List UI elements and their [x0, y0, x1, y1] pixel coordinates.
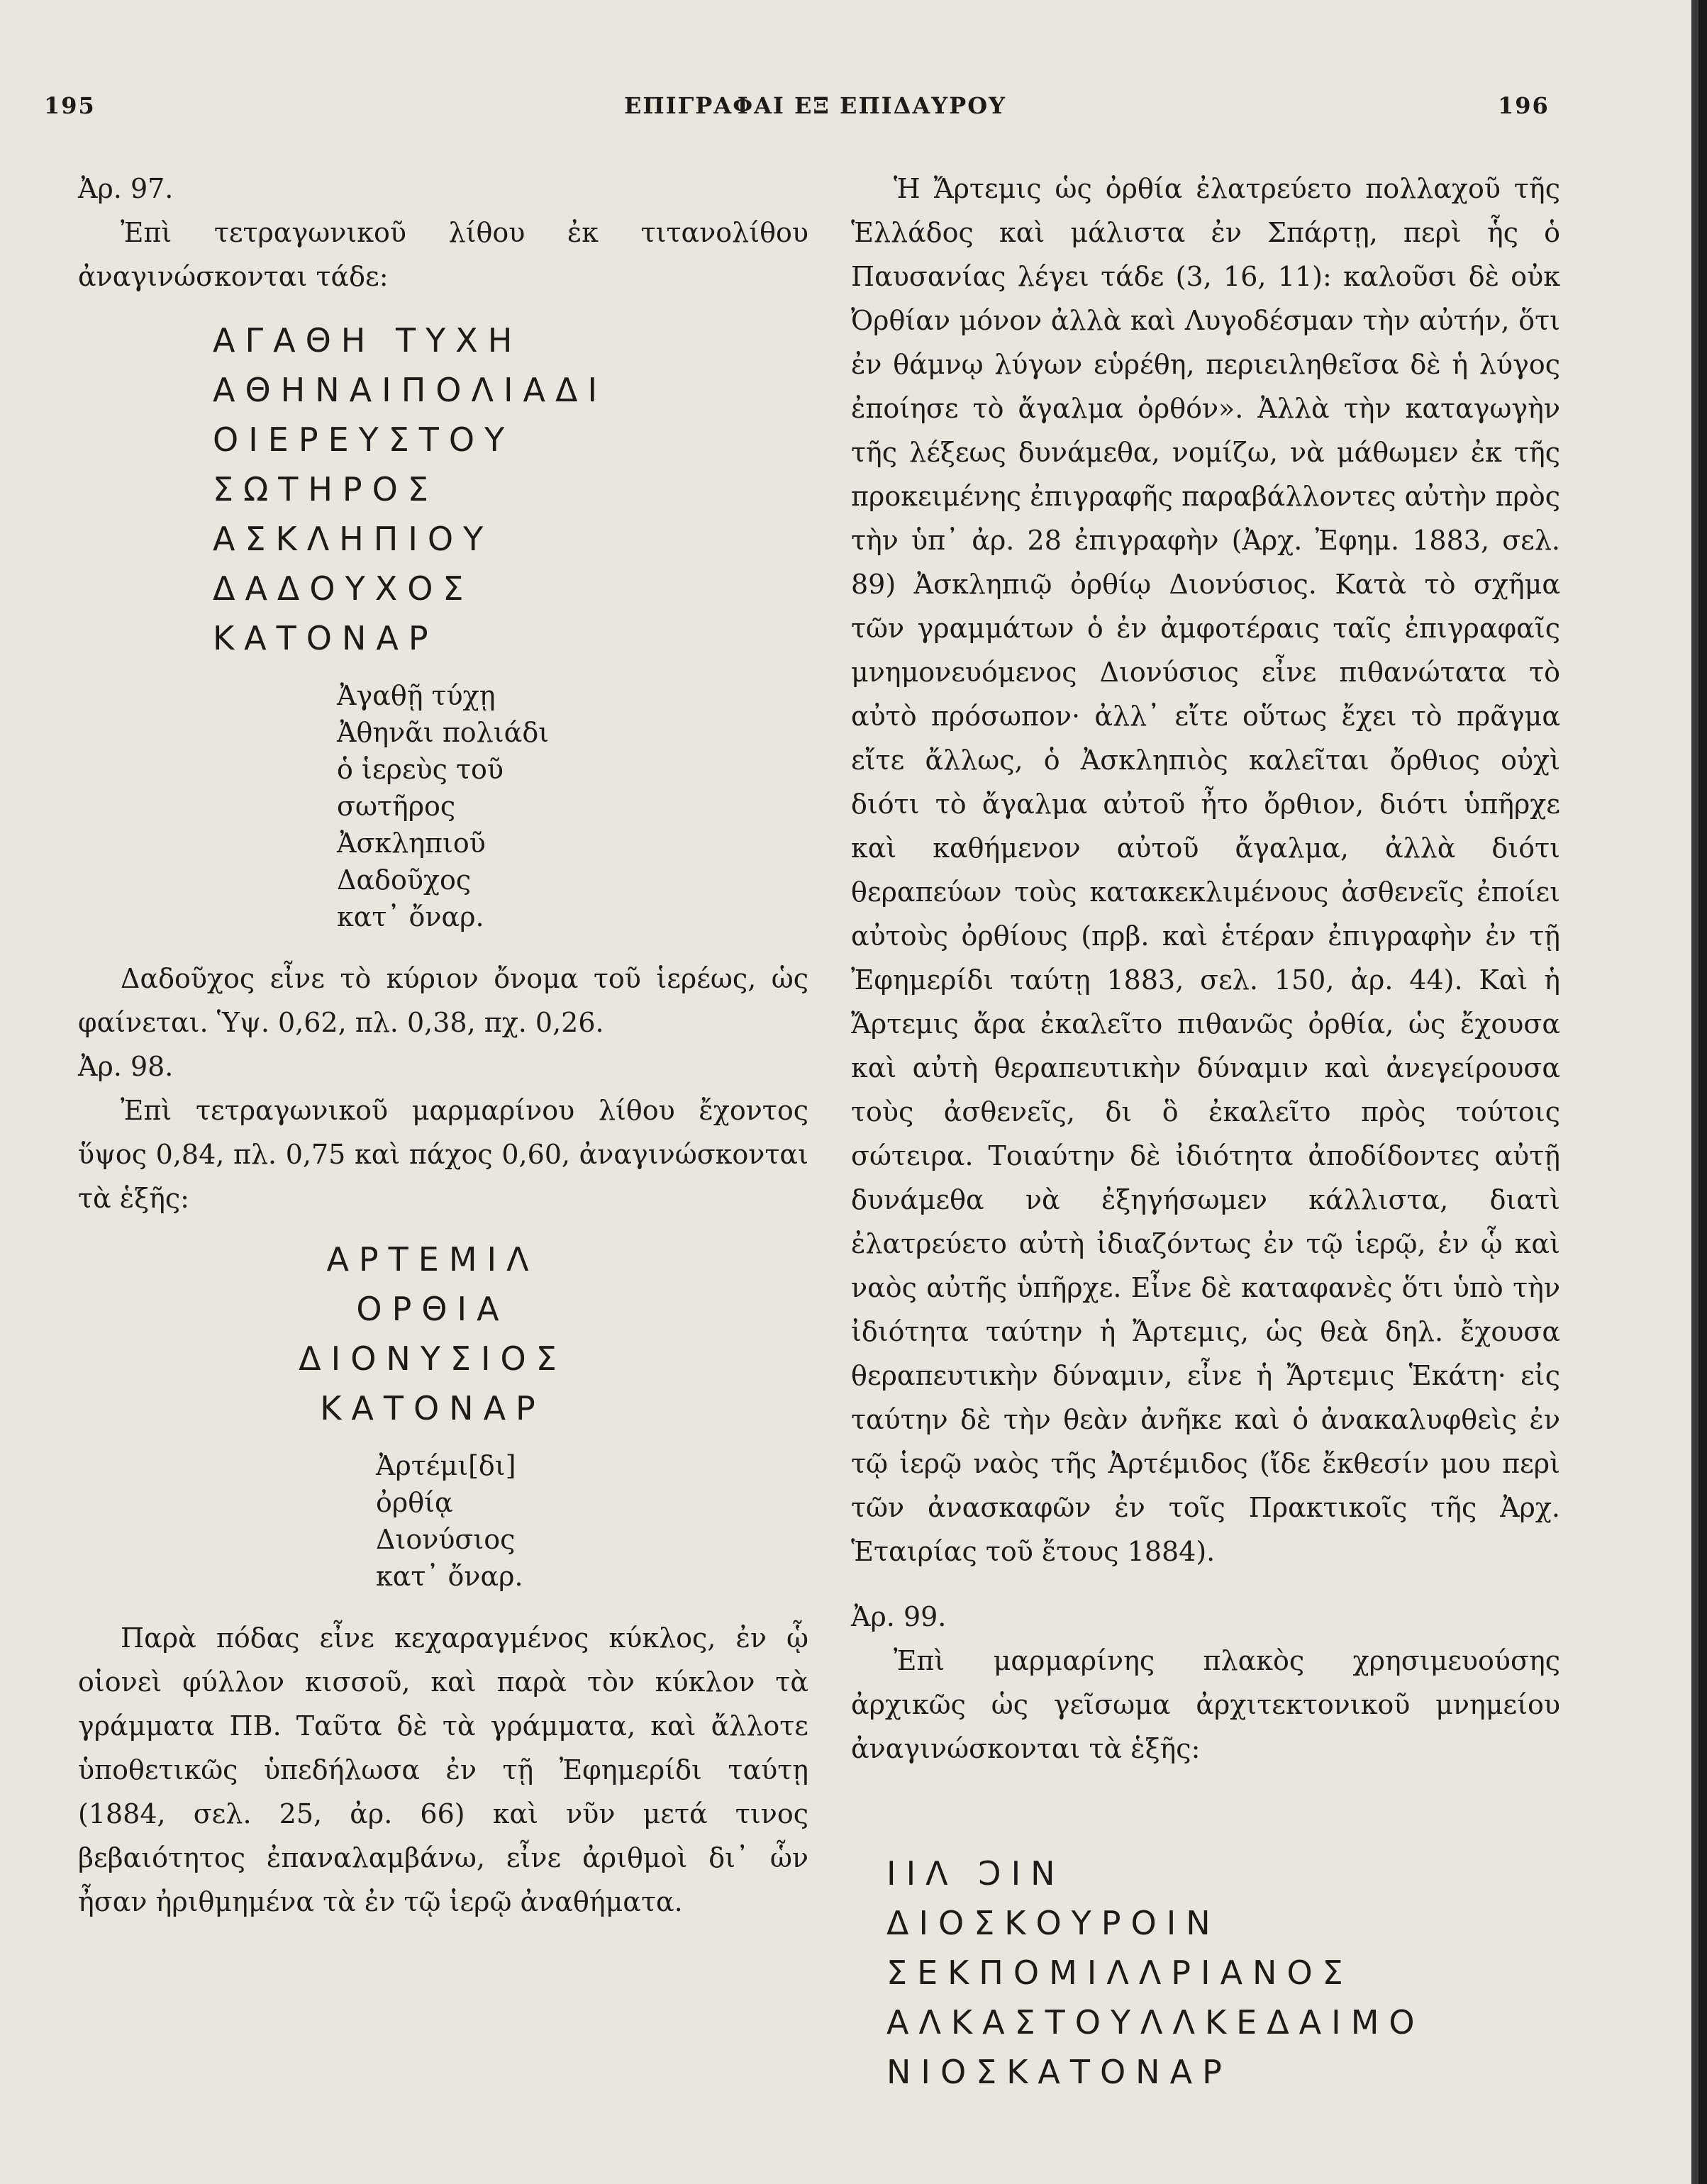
entry-99-title: Ἀρ. 99. — [851, 1601, 947, 1632]
inscription-line: ΚΑΤΟΝΑΡ — [213, 619, 438, 657]
transcription-line: Ἀθηνᾶι πολιάδι — [337, 717, 550, 748]
transcription-line: Διονύσιος — [376, 1524, 516, 1555]
entry-97-inscription — [213, 316, 808, 663]
page-number-right: 196 — [1498, 92, 1550, 119]
page-shadow — [1691, 0, 1698, 2184]
inscription-line: ΟΙΕΡΕΥΣΤΟΥ — [213, 420, 515, 459]
inscription-line: ΑΡΤΕΜΙΛ — [326, 1240, 539, 1278]
entry-98-transcription — [376, 1447, 808, 1595]
entry-97-transcription — [337, 677, 808, 935]
entry-98-inscription — [291, 1235, 574, 1433]
transcription-line: κατ᾽ ὄναρ. — [337, 901, 484, 932]
right-column — [851, 167, 1560, 2097]
commentary-paragraph: Ἡ Ἄρτεμις ὡς ὀρθία ἐλατρεύετο πολλαχοῦ τῆς Ἑλλάδος καὶ μάλιστα ἐν Σπάρτῃ, περὶ ἧς ὁ Παυσανίας λέγει τάδε (3, 16, 11): καλοῦσι δὲ οὐκ Ὀρθίαν μόνον ἀλλὰ καὶ Λυγοδέσμαν τὴν αὐτήν, ὅτι ἐν θάμνῳ λύγων εὑρέθη, περιειληθεῖσα δὲ ἡ λύγος ἐποίησε τὸ ἄγαλμα ὀρθόν». Ἀλλὰ τὴν καταγωγὴν τῆς λέξεως δυνάμεθα, νομίζω, νὰ μάθωμεν ἐκ τῆς προκειμένης ἐπιγραφῆς παραβάλλοντες αὐτὴν πρὸς τὴν ὑπ᾽ ἀρ. 28 ἐπιγραφὴν (Ἀρχ. Ἐφημ. 1883, σελ. 89) Ἀσκληπιῷ ὀρθίῳ Διονύσιος. Κατὰ τὸ σχῆμα τῶν γραμμάτων ὁ ἐν ἀμφοτέραις ταῖς ἐπιγραφαῖς μνημονευόμενος Διονύσιος εἶνε πιθανώτατα τὸ αὐτὸ πρόσωπον· ἀλλ᾽ εἴτε οὕτως ἔχει τὸ πρᾶγμα εἴτε ἄλλως, ὁ Ἀσκληπιὸς καλεῖται ὄρθιος οὐχὶ διότι τὸ ἄγαλμα αὐτοῦ ἦτο ὄρθιον, διότι ὑπῆρχε καὶ καθήμενον αὐτοῦ ἄγαλμα, ἀλλὰ διότι θεραπεύων τοὺς κατακεκλιμένους ἀσθενεῖς ἐποίει αὐτοὺς ὀρθίους (πρβ. καὶ ἑτέραν ἐπιγραφὴν ἐν τῇ Ἐφημερίδι ταύτῃ 1883, σελ. 150, ἀρ. 44). Καὶ ἡ Ἄρτεμις ἄρα ἐκαλεῖτο πιθανῶς ὀρθία, ὡς ἔχουσα καὶ αὐτὴ θεραπευτικὴν δύναμιν καὶ ἀνεγείρουσα τοὺς ἀσθενεῖς, δι ὃ ἐκαλεῖτο πρὸς τούτοις σώτειρα. Τοιαύτην δὲ ἰδιότητα ἀποδίδοντες αὐτῇ δυνάμεθα νὰ ἐξηγήσωμεν κάλλιστα, διατὶ ἐλατρεύετο αὐτὴ ἰδιαζόντως ἐν τῷ ἱερῷ, ἐν ᾧ καὶ ναὸς αὐτῆς ὑπῆρχε. Εἶνε δὲ καταφανὲς ὅτι ὑπὸ τὴν ἰδιότητα ταύτην ἡ Ἄρτεμις, ὡς θεὰ δηλ. ἔχουσα θεραπευτικὴν δύναμιν, εἶνε ἡ Ἄρτεμις Ἑκάτη· εἰς ταύτην δὲ τὴν θεὰν ἀνῆκε καὶ ὁ ἀνακαλυφθεὶς ἐν τῷ ἱερῷ ναὸς τῆς Ἀρτέμιδος (ἴδε ἔκθεσίν μου περὶ τῶν ἀνασκαφῶν ἐν τοῖς Πρακτικοῖς τῆς Ἀρχ. Ἑταιρίας τοῦ ἔτους 1884). — [851, 173, 1560, 1567]
book-spine — [1698, 0, 1707, 2184]
inscription-line: ΑΓΑΘΗ ΤΥΧΗ — [213, 321, 523, 360]
transcription-line: Ἀρτέμι[δι] — [376, 1450, 516, 1481]
inscription-line: ΑΣΚΛΗΠΙΟΥ — [213, 520, 494, 558]
inscription-line: ΝΙΟΣΚΑΤΟΝΑΡ — [886, 2053, 1232, 2091]
transcription-line: Ἀγαθῇ τύχῃ — [337, 680, 496, 711]
transcription-line: Ἀσκληπιοῦ — [337, 828, 486, 859]
inscription-line: ΑΛΚΑΣΤΟΥΛΛΚΕΔΑΙΜΟ — [886, 2003, 1425, 2041]
inscription-line: ΔΙΟΣΚΟΥΡΟΙΝ — [886, 1904, 1221, 1942]
inscription-line: ΔΑΔΟΥΧΟΣ — [213, 569, 474, 608]
inscription-line: ΙΙΛ ϽΙΝ — [886, 1854, 1065, 1893]
inscription-line: ΟΡΘΙΑ — [356, 1290, 509, 1328]
transcription-line: ὁ ἱερεὺς τοῦ — [337, 754, 504, 785]
entry-98-intro: Ἐπὶ τετραγωνικοῦ μαρμαρίνου λίθου ἔχοντος ὕψος 0,84, πλ. 0,75 καὶ πάχος 0,60, ἀναγινώσκονται τὰ ἑξῆς: — [78, 1095, 808, 1214]
entry-99-inscription — [886, 1849, 1560, 2097]
entry-97-note: Δαδοῦχος εἶνε τὸ κύριον ὄνομα τοῦ ἱερέως, ὡς φαίνεται. Ὑψ. 0,62, πλ. 0,38, πχ. 0,26. — [78, 963, 808, 1038]
inscription-line: ΑΘΗΝΑΙΠΟΛΙΑΔΙ — [213, 371, 608, 409]
entry-97-intro: Ἐπὶ τετραγωνικοῦ λίθου ἐκ τιτανολίθου ἀναγινώσκονται τάδε: — [78, 217, 808, 292]
inscription-line: ΣΕΚΠΟΜΙΛΛΡΙΑΝΟΣ — [886, 1954, 1353, 1992]
transcription-line: Δαδοῦχος — [337, 864, 472, 896]
running-title: ΕΠΙΓΡΑΦΑΙ ΕΞ ΕΠΙΔΑΥΡΟΥ — [624, 92, 1006, 119]
inscription-line: ΔΙΟΝΥΣΙΟΣ — [299, 1339, 567, 1378]
inscription-line: ΚΑΤΟΝΑΡ — [320, 1389, 545, 1427]
transcription-line: ὀρθίᾳ — [376, 1487, 453, 1518]
entry-98-title: Ἀρ. 98. — [78, 1051, 174, 1082]
entry-99-intro: Ἐπὶ μαρμαρίνης πλακὸς χρησιμευούσης ἀρχικῶς ὡς γεῖσωμα ἀρχιτεκτονικοῦ μνημείου ἀναγινώσκονται τὰ ἑξῆς: — [851, 1645, 1560, 1764]
entry-98-note: Παρὰ πόδας εἶνε κεχαραγμένος κύκλος, ἐν ᾧ οἱονεὶ φύλλον κισσοῦ, καὶ παρὰ τὸν κύκλον τὰ γράμματα ΠΒ. Ταῦτα δὲ τὰ γράμματα, καὶ ἄλλοτε ὑποθετικῶς ὑπεδήλωσα ἐν τῇ Ἐφημερίδι ταύτῃ (1884, σελ. 25, ἀρ. 66) καὶ νῦν μετά τινος βεβαιότητος ἐπαναλαμβάνω, εἶνε ἀριθμοὶ δι᾽ ὧν ἦσαν ἠριθμημένα τὰ ἐν τῷ ἱερῷ ἀναθήματα. — [78, 1622, 808, 1917]
inscription-line: ΣΩΤΗΡΟΣ — [213, 470, 438, 508]
transcription-line: σωτῆρος — [337, 791, 456, 822]
page-number-left: 195 — [44, 92, 96, 119]
entry-97-title: Ἀρ. 97. — [78, 173, 174, 204]
left-column — [78, 167, 808, 1924]
transcription-line: κατ᾽ ὄναρ. — [376, 1561, 523, 1592]
